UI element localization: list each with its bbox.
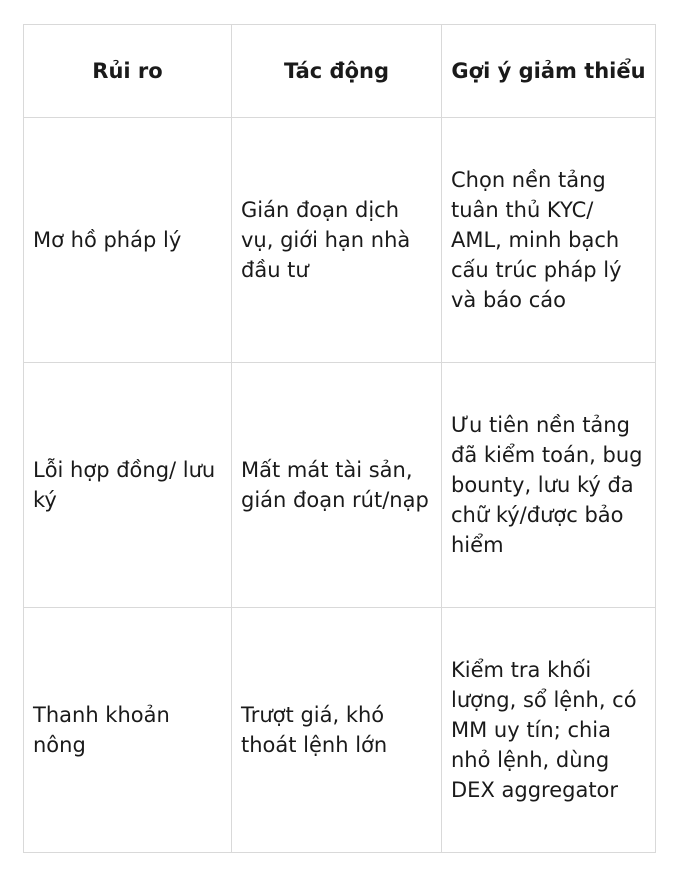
header-mitigation: Gợi ý giảm thiểu (442, 25, 656, 118)
cell-impact: Gián đoạn dịch vụ, giới hạn nhà đầu tư (232, 118, 442, 363)
table-row (24, 363, 656, 608)
table-row (24, 118, 656, 363)
header-impact: Tác động (232, 25, 442, 118)
cell-risk: Thanh khoản nông (24, 608, 232, 853)
table-row (24, 608, 656, 853)
cell-mitigation: Chọn nền tảng tuân thủ KYC/ AML, minh bạch cấu trúc pháp lý và báo cáo (442, 118, 656, 363)
header-risk: Rủi ro (24, 25, 232, 118)
cell-risk: Mơ hồ pháp lý (24, 118, 232, 363)
risk-table (23, 24, 656, 853)
table-header (24, 25, 656, 118)
cell-impact: Trượt giá, khó thoát lệnh lớn (232, 608, 442, 853)
cell-mitigation: Kiểm tra khối lượng, sổ lệnh, có MM uy tín; chia nhỏ lệnh, dùng DEX aggregator (442, 608, 656, 853)
table-body (24, 118, 656, 853)
cell-mitigation: Ưu tiên nền tảng đã kiểm toán, bug bounty, lưu ký đa chữ ký/được bảo hiểm (442, 363, 656, 608)
cell-impact: Mất mát tài sản, gián đoạn rút/nạp (232, 363, 442, 608)
cell-risk: Lỗi hợp đồng/ lưu ký (24, 363, 232, 608)
header-row (24, 25, 656, 118)
